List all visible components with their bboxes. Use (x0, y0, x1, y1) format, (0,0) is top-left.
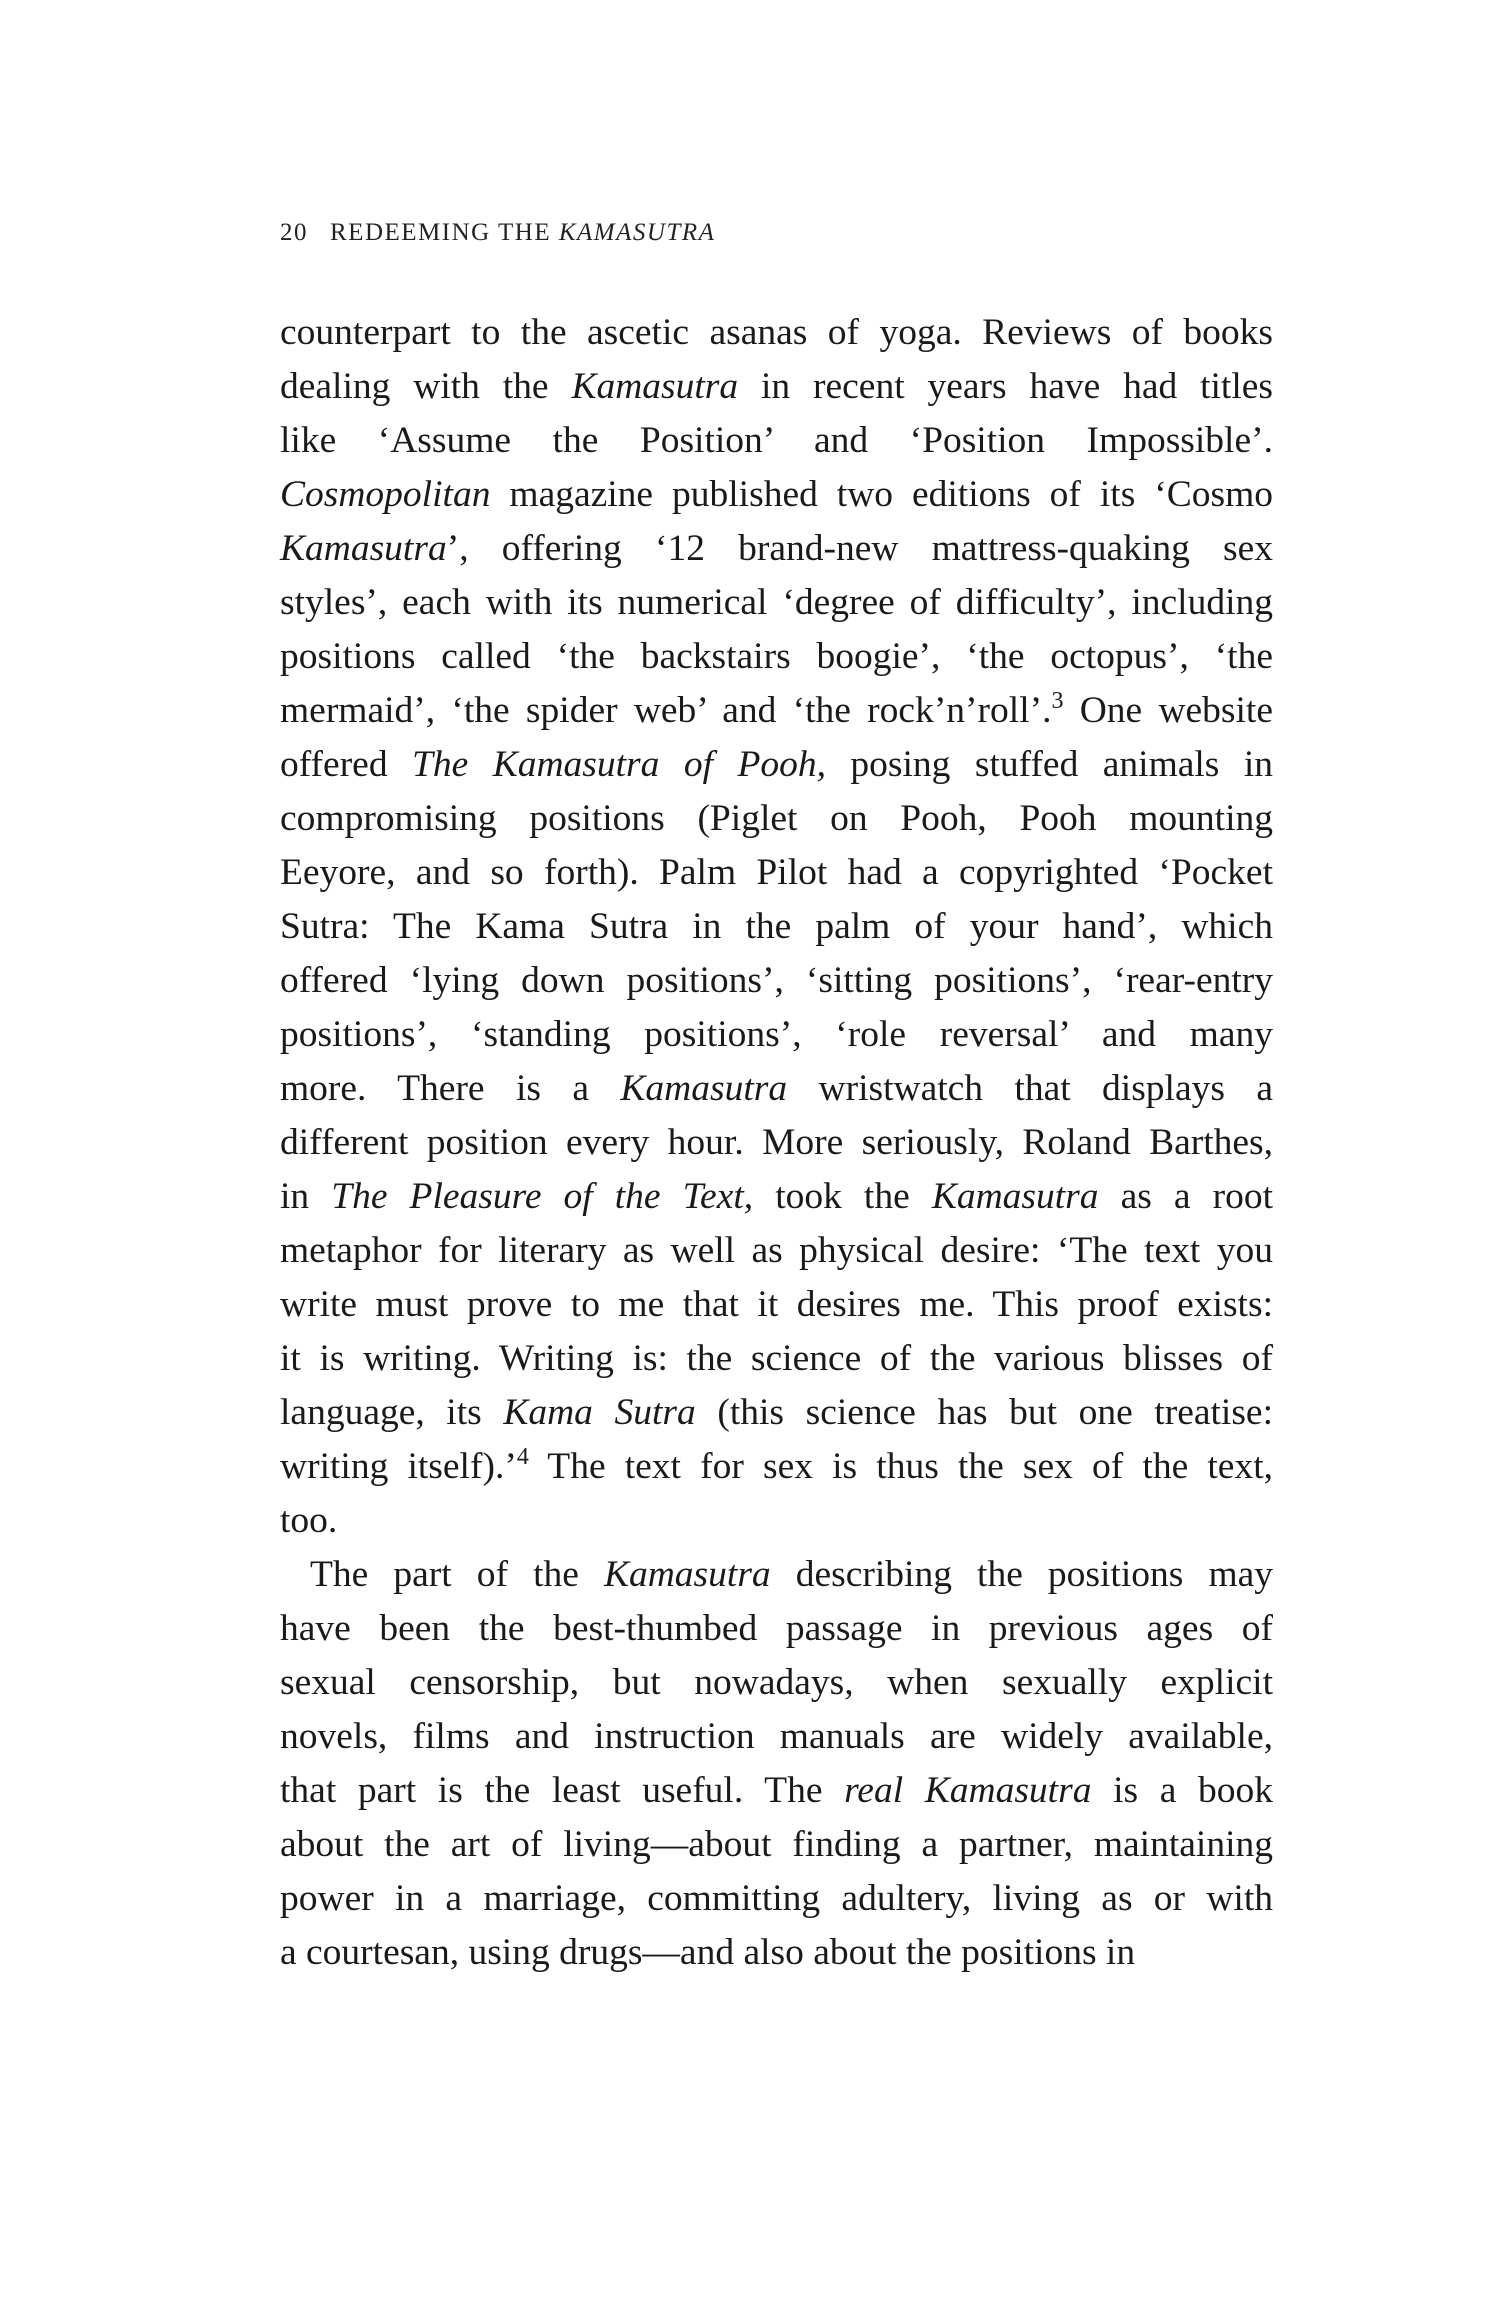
text-run: is a book (1091, 1770, 1273, 1811)
text-run: positions called ‘the backstairs boogie’, ‘the octopus’, ‘the (280, 636, 1273, 677)
italic-run: Cosmopolitan (280, 474, 491, 515)
text-line (280, 954, 1273, 1008)
text-line (280, 1818, 1273, 1872)
text-line (280, 846, 1273, 900)
text-line (280, 468, 1273, 522)
text-run: dealing with the (280, 366, 572, 407)
text-line (280, 522, 1273, 576)
text-run: Eeyore, and so forth). Palm Pilot had a copyrighted ‘Pocket (280, 852, 1273, 893)
text-line (280, 1494, 1273, 1548)
text-run: took the (753, 1176, 932, 1217)
text-line (280, 306, 1273, 360)
text-run: power in a marriage, committing adultery, living as or with (280, 1878, 1273, 1919)
text-run: One website (1063, 690, 1273, 731)
text-run: about the art of living—about finding a partner, maintaining (280, 1824, 1273, 1865)
text-run: The part of the (310, 1554, 604, 1595)
italic-run: Kamasutra (571, 366, 739, 407)
paragraph (280, 1548, 1273, 1980)
text-run: that part is the least useful. The (280, 1770, 845, 1811)
text-line (280, 1008, 1273, 1062)
text-line (280, 576, 1273, 630)
italic-run: Kamasutra (620, 1068, 788, 1109)
text-line (280, 1170, 1273, 1224)
text-run: it is writing. Writing is: the science of the various blisses of (280, 1338, 1273, 1379)
text-run: compromising positions (Piglet on Pooh, Pooh mounting (280, 798, 1273, 839)
text-run: language, its (280, 1392, 504, 1433)
text-line (280, 1926, 1273, 1980)
italic-run: real Kamasutra (844, 1770, 1092, 1811)
text-line (280, 1602, 1273, 1656)
text-run: The text for sex is thus the sex of the text, (528, 1446, 1273, 1487)
text-line (280, 1116, 1273, 1170)
text-run: novels, films and instruction manuals are widely available, (280, 1716, 1273, 1757)
text-line (280, 1548, 1273, 1602)
text-run: ’, offering ‘12 brand-new mattress-quaking sex (446, 528, 1273, 569)
text-line (280, 360, 1273, 414)
text-run: different position every hour. More seriously, Roland Barthes, (280, 1122, 1273, 1163)
text-line (280, 1332, 1273, 1386)
body-text (280, 306, 1273, 1980)
text-run: more. There is a (280, 1068, 621, 1109)
italic-run: Kamasutra (280, 528, 447, 569)
text-run: counterpart to the ascetic asanas of yoga. Reviews of books (280, 312, 1273, 353)
text-line (280, 1224, 1273, 1278)
text-line (280, 1278, 1273, 1332)
italic-run: The Pleasure of the Text, (331, 1176, 754, 1217)
italic-run: Kama Sutra (503, 1392, 696, 1433)
text-line (280, 1710, 1273, 1764)
text-run: write must prove to me that it desires me. This proof exists: (280, 1284, 1273, 1325)
text-run: in (280, 1176, 332, 1217)
text-run: offered ‘lying down positions’, ‘sitting positions’, ‘rear-entry (280, 960, 1273, 1001)
text-line (280, 1386, 1273, 1440)
text-run: too. (280, 1500, 338, 1541)
italic-run: Kamasutra (603, 1554, 771, 1595)
text-run: have been the best-thumbed passage in previous ages of (280, 1608, 1273, 1649)
text-run: writing itself).’ (280, 1446, 517, 1487)
text-run: positions’, ‘standing positions’, ‘role reversal’ and many (280, 1014, 1273, 1055)
text-line (280, 738, 1273, 792)
text-run: mermaid’, ‘the spider web’ and ‘the rock’n’roll’. (280, 690, 1052, 731)
text-run: offered (280, 744, 413, 785)
text-run: like ‘Assume the Position’ and ‘Position Impossible’. (280, 420, 1273, 461)
text-run: in recent years have had titles (738, 366, 1273, 407)
page-number: 20 (280, 219, 308, 246)
italic-run: The Kamasutra of Pooh, (412, 744, 826, 785)
text-line (280, 900, 1273, 954)
text-run: posing stuffed animals in (825, 744, 1274, 785)
text-run: as a root (1098, 1176, 1274, 1217)
text-run: magazine published two editions of its ‘Cosmo (490, 474, 1273, 515)
footnote-marker: 3 (1051, 688, 1064, 714)
text-run: (this science has but one treatise: (695, 1392, 1273, 1433)
text-line (280, 1440, 1273, 1494)
paragraph (280, 306, 1273, 1548)
running-head-title: REDEEMING THE (330, 219, 552, 246)
text-line (280, 1872, 1273, 1926)
text-line (280, 684, 1273, 738)
text-run: metaphor for literary as well as physical desire: ‘The text you (280, 1230, 1273, 1271)
footnote-marker: 4 (516, 1444, 529, 1470)
text-run: describing the positions may (770, 1554, 1274, 1595)
text-run: styles’, each with its numerical ‘degree of difficulty’, including (280, 582, 1273, 623)
running-head (280, 219, 715, 247)
text-line (280, 1656, 1273, 1710)
text-run: sexual censorship, but nowadays, when sexually explicit (280, 1662, 1273, 1703)
text-line (280, 1062, 1273, 1116)
text-line (280, 792, 1273, 846)
text-run: a courtesan, using drugs—and also about the positions in (280, 1932, 1136, 1973)
text-line (280, 1764, 1273, 1818)
text-run: Sutra: The Kama Sutra in the palm of your hand’, which (280, 906, 1273, 947)
text-line (280, 630, 1273, 684)
running-head-title-italic: KAMASUTRA (558, 219, 716, 246)
italic-run: Kamasutra (931, 1176, 1099, 1217)
text-line (280, 414, 1273, 468)
text-run: wristwatch that displays a (787, 1068, 1273, 1109)
